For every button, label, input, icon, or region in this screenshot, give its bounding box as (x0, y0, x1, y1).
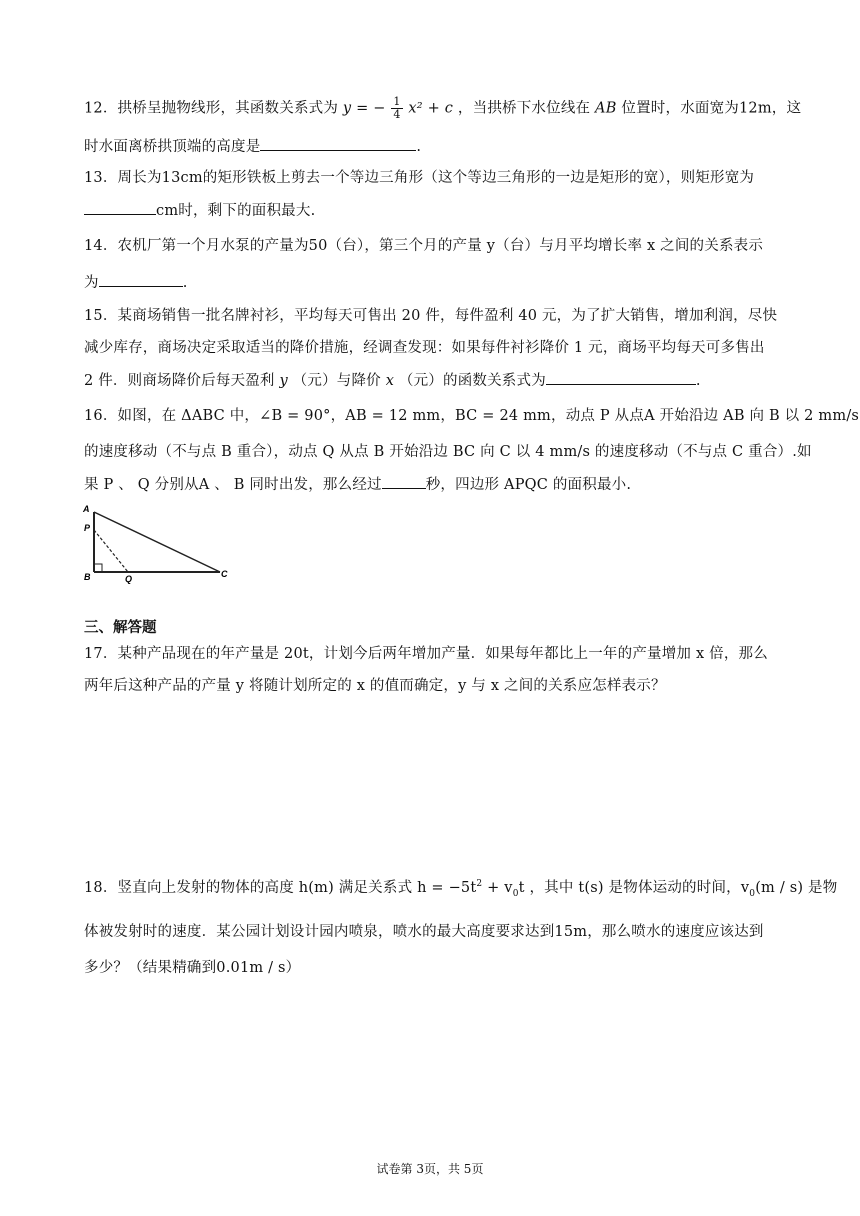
q15-period: . (695, 373, 701, 389)
label-a: A (83, 504, 90, 514)
q15-y: y (279, 373, 288, 389)
q15-line2 (84, 338, 765, 358)
q14-text-1: 14．农机厂第一个月水泵的产量为50（台），第三个月的产量 y（台）与月平均增长率 x 之间的关系表示 (84, 238, 764, 254)
q18-line3 (84, 958, 300, 978)
q15-text-1: 15．某商场销售一批名牌衬衫，平均每天可售出 20 件，每件盈利 40 元，为了扩大销售，增加利润，尽快 (84, 308, 778, 324)
label-p: P (84, 523, 91, 533)
page-footer: 试卷第 3页，共 5页 (376, 1162, 484, 1176)
q13-answer-blank[interactable] (84, 200, 156, 215)
q15-answer-blank[interactable] (546, 370, 696, 385)
q15-x: x (385, 373, 395, 389)
q15-text-3c: （元）的函数关系式为 (398, 373, 546, 389)
q12-frac-num: 1 (393, 95, 401, 108)
label-c: C (221, 569, 228, 579)
q17-line2 (84, 676, 666, 696)
right-angle-mark (94, 564, 102, 572)
q16-line3 (84, 474, 631, 495)
q18-line1 (84, 878, 837, 898)
q18-text-1a: 18．竖直向上发射的物体的高度 h(m) 满足关系式 h = −5t (84, 880, 477, 896)
q16-line2 (84, 442, 812, 462)
section-heading: 三、解答题 (84, 620, 157, 636)
q18-sub2: 0 (749, 888, 756, 899)
q15-line3 (84, 370, 701, 391)
q13-line1 (84, 168, 754, 188)
q12-text-2: 时水面离桥拱顶端的高度是 (84, 139, 261, 155)
q12-text-c: 位置时，水面宽为12m，这 (621, 100, 802, 117)
q16-text-2: 的速度移动（不与点 B 重合），动点 Q 从点 B 开始沿边 BC 向 C 以 4 mm/s 的速度移动（不与点 C 重合）.如 (84, 444, 812, 460)
label-q: Q (125, 574, 133, 584)
q18-text-1b: + v (482, 880, 513, 896)
q12-answer-blank[interactable] (260, 136, 416, 151)
q12-line2 (84, 136, 421, 157)
q16-text-3a: 果 P 、 Q 分别从A 、 B 同时出发，那么经过 (84, 477, 382, 493)
q12-frac-den: 4 (393, 108, 401, 121)
q13-line2 (84, 200, 315, 221)
q18-sup: 2 (476, 879, 483, 890)
triangle-figure (80, 500, 240, 590)
q14-answer-blank[interactable] (99, 272, 183, 287)
q15-text-2: 减少库存，商场决定采取适当的降价措施，经调查发现：如果每件衬衫降价 1 元，商场平均每天可多售出 (84, 340, 765, 356)
q17-text-1: 17．某种产品现在的年产量是 20t，计划今后两年增加产量．如果每年都比上一年的产量增加 x 倍，那么 (84, 646, 768, 662)
q13-text-2: cm时，剩下的面积最大. (156, 203, 316, 219)
q12-ab: AB (595, 100, 617, 117)
q12-formula-lhs: y = − (342, 100, 386, 117)
q14-line1 (84, 236, 763, 256)
label-b: B (84, 572, 91, 582)
q12-formula-rhs: x² + c (408, 100, 454, 117)
q18-text-1d: (m / s) 是物 (755, 880, 838, 896)
q17-line1 (84, 644, 768, 664)
q18-text-1c: t ，其中 t(s) 是物体运动的时间，v (518, 880, 750, 896)
q12-period: . (416, 139, 422, 155)
q16-text-1: 16．如图，在 ΔABC 中，∠B = 90°，AB = 12 mm，BC = 24 mm，动点 P 从点A 开始沿边 AB 向 B 以 2 mm/s (84, 408, 860, 424)
q12-text-a: 12．拱桥呈抛物线形，其函数关系式为 (84, 100, 339, 117)
q18-text-2: 体被发射时的速度．某公园计划设计园内喷泉，喷水的最大高度要求达到15m，那么喷水的速度应该达到 (84, 924, 764, 940)
q14-text-2b: . (182, 275, 188, 291)
q12-fraction (391, 96, 402, 121)
q14-text-2a: 为 (84, 275, 99, 291)
q15-line1 (84, 306, 777, 326)
q16-answer-blank[interactable] (382, 474, 426, 489)
q12-text-b: ，当拱桥下水位线在 (457, 100, 591, 117)
segment-pq (94, 530, 128, 572)
q13-text-1: 13．周长为13cm的矩形铁板上剪去一个等边三角形（这个等边三角形的一边是矩形的宽），则矩形宽为 (84, 170, 755, 186)
q14-line2 (84, 272, 188, 293)
q15-text-3b: （元）与降价 (292, 373, 381, 389)
q15-text-3a: 2 件．则商场降价后每天盈利 (84, 373, 275, 389)
q18-text-3: 多少？（结果精确到0.01m / s） (84, 960, 301, 976)
q18-line2 (84, 922, 764, 942)
side-ac (94, 512, 220, 572)
q12-line1 (84, 96, 801, 121)
q16-text-3b: 秒，四边形 APQC 的面积最小. (425, 477, 632, 493)
q17-text-2: 两年后这种产品的产量 y 将随计划所定的 x 的值而确定，y 与 x 之间的关系应怎样表示？ (84, 678, 666, 694)
q16-line1 (84, 406, 859, 426)
q18-sub: 0 (512, 888, 519, 899)
